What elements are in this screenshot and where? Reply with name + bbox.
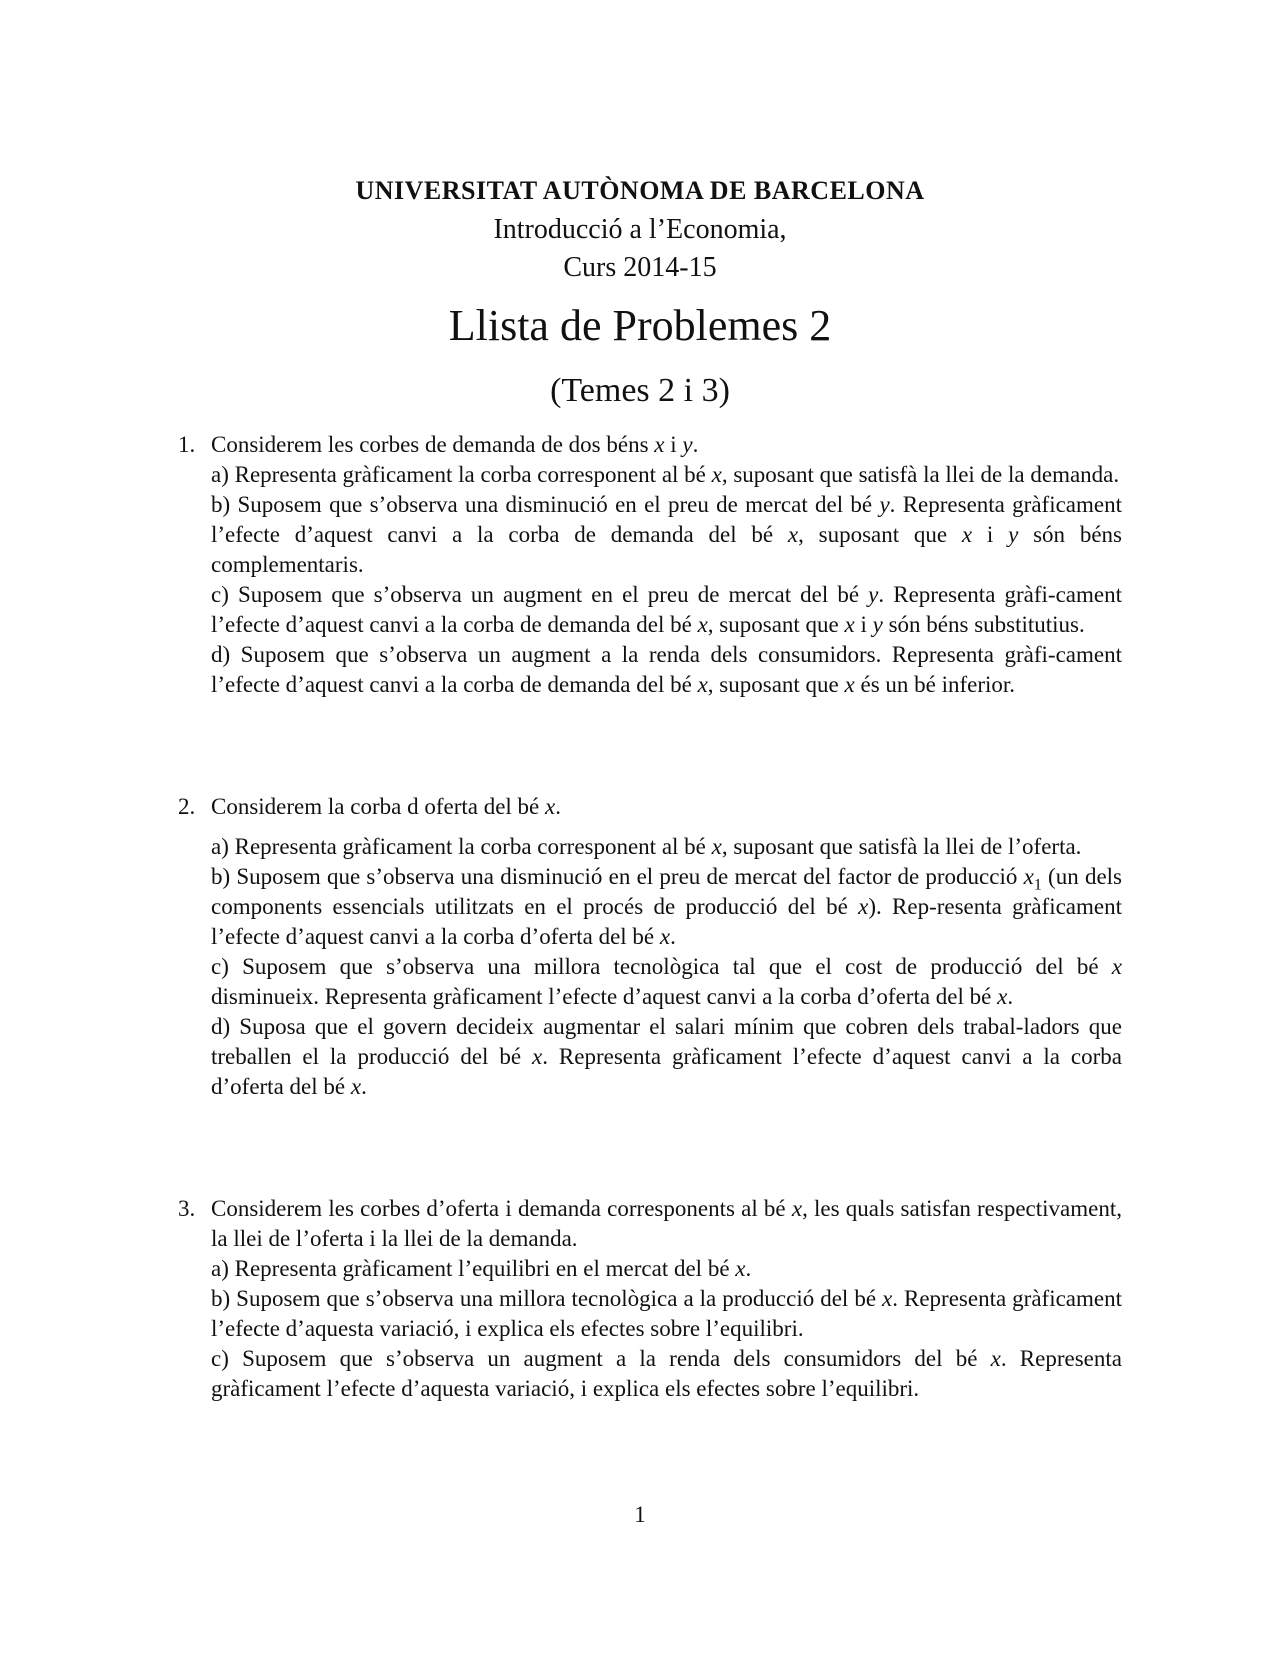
- problem-part-b: [211, 490, 1122, 580]
- math-var: x: [350, 1074, 362, 1099]
- math-var: x: [858, 894, 869, 919]
- math-var: x: [654, 432, 665, 457]
- math-var: x: [990, 1346, 1001, 1371]
- university-name: UNIVERSITAT AUTÒNOMA DE BARCELONA: [355, 176, 925, 205]
- text-run: c) Suposem que s’observa un augment en el preu de mercat del bé: [211, 582, 869, 607]
- text-run: b) Suposem que s’observa una disminució en el preu de mercat del factor de producció: [211, 864, 1024, 889]
- text-run: a) Representa gràficament la corba corresponent al bé: [211, 462, 712, 487]
- math-var: x: [844, 612, 855, 637]
- text-run: c) Suposem que s’observa un augment a la renda dels consumidors del bé: [211, 1346, 991, 1371]
- math-var: x: [882, 1286, 893, 1311]
- text-run: (un dels components essencials utilitzats en el procés de producció del bé: [211, 864, 1122, 919]
- text-run: són béns substitutius.: [882, 612, 1085, 637]
- problem-1: [178, 430, 1122, 700]
- text-run: .: [1007, 984, 1014, 1009]
- problem-part-c: [211, 952, 1122, 1012]
- text-run: disminueix. Representa gràficament l’efecte d’aquest canvi a la corba d’oferta del bé: [211, 984, 998, 1009]
- math-var: x: [697, 612, 708, 637]
- problem-part-c: [211, 1344, 1122, 1404]
- document-title: Llista de Problemes 2: [448, 301, 832, 350]
- math-var: x: [997, 984, 1008, 1009]
- math-var: x: [659, 924, 671, 949]
- text-run: d) Suposa que el govern decideix augmentar el salari mínim que cobren dels trabal-ladors que treballen el la producció del bé: [211, 1014, 1122, 1069]
- text-run: .: [670, 924, 676, 949]
- text-run: . Representa gràficament l’efecte d’aquesta variació, i explica els efectes sobre l’equilibri.: [211, 1286, 1122, 1341]
- text-run: i: [854, 612, 873, 637]
- problem-part-a: [211, 1254, 1122, 1284]
- text-run: . Representa gràficament l’efecte d’aquesta variació, i explica els efectes sobre l’equilibri.: [211, 1346, 1122, 1401]
- text-run: . Representa gràficament l’efecte d’aquest canvi a la corba de demanda del bé: [211, 492, 1123, 547]
- text-run: , suposant que: [798, 522, 962, 547]
- math-var: y: [872, 612, 883, 637]
- text-run: a) Representa gràficament la corba corresponent al bé: [211, 834, 712, 859]
- text-run: b) Suposem que s’observa una disminució en el preu de mercat del bé: [211, 492, 880, 517]
- math-var: x: [1111, 954, 1122, 979]
- math-var: x: [791, 1196, 803, 1221]
- math-var: x: [545, 794, 556, 819]
- text-run: .: [692, 432, 699, 457]
- problem-number: 1.: [178, 432, 196, 457]
- math-var: y: [1008, 522, 1019, 547]
- text-run: , les quals satisfan respectivament, la llei de l’oferta i la llei de la demanda.: [211, 1196, 1122, 1251]
- problem-part-b: [211, 1284, 1122, 1344]
- math-var: x: [1023, 864, 1034, 889]
- problem-3: [178, 1194, 1122, 1404]
- math-var: x: [961, 522, 973, 547]
- text-run: , suposant que: [707, 672, 845, 697]
- text-run: .: [745, 1256, 752, 1281]
- math-var: x: [735, 1256, 746, 1281]
- problem-part-d: [211, 1012, 1122, 1102]
- text-run: . Representa gràfi-cament l’efecte d’aquest canvi a la corba de demanda del bé: [211, 582, 1122, 637]
- math-var: x: [787, 522, 799, 547]
- math-var: x: [697, 672, 708, 697]
- problem-number: 2.: [178, 794, 196, 819]
- math-var: y: [682, 432, 693, 457]
- math-var: y: [868, 582, 879, 607]
- math-var: x: [711, 834, 722, 859]
- text-run: i: [664, 432, 683, 457]
- text-run: d) Suposem que s’observa un augment a la renda dels consumidors. Representa gràfi-cament l’efecte d’aquest canvi a la corba de demanda del bé: [211, 642, 1122, 697]
- problem-intro: [211, 430, 1122, 460]
- problem-part-b: [211, 862, 1122, 952]
- math-var: x: [532, 1044, 543, 1069]
- problem-2: [178, 792, 1122, 1102]
- math-var: x: [711, 462, 722, 487]
- text-run: són béns complementaris.: [211, 522, 1122, 577]
- text-run: és un bé inferior.: [854, 672, 1016, 697]
- text-run: Considerem les corbes de demanda de dos béns: [211, 432, 655, 457]
- text-run: i: [972, 522, 1009, 547]
- math-var: x: [844, 672, 855, 697]
- course-name: Introducció a l’Economia,: [493, 214, 787, 245]
- text-run: , suposant que satisfà la llei de l’oferta.: [721, 834, 1082, 859]
- problem-intro: [211, 1194, 1122, 1254]
- math-var: y: [879, 492, 890, 517]
- text-run: , suposant que: [707, 612, 845, 637]
- text-run: .: [555, 794, 561, 819]
- problem-number: 3.: [178, 1196, 196, 1221]
- text-run: Considerem la corba d oferta del bé: [211, 794, 546, 819]
- problem-part-a: [211, 832, 1122, 862]
- text-run: ). Rep-resenta gràficament l’efecte d’aquest canvi a la corba d’oferta del bé: [211, 894, 1122, 949]
- page-number: 1: [634, 1502, 646, 1527]
- text-run: . Representa gràficament l’efecte d’aquest canvi a la corba d’oferta del bé: [211, 1044, 1122, 1099]
- problem-part-c: [211, 580, 1122, 640]
- academic-year: Curs 2014-15: [563, 252, 717, 283]
- text-run: .: [361, 1074, 367, 1099]
- text-run: Considerem les corbes d’oferta i demanda corresponents al bé: [211, 1196, 792, 1221]
- math-subscript: 1: [1033, 876, 1042, 894]
- text-run: c) Suposem que s’observa una millora tecnològica tal que el cost de producció del bé: [211, 954, 1112, 979]
- text-run: a) Representa gràficament l’equilibri en el mercat del bé: [211, 1256, 736, 1281]
- text-run: b) Suposem que s’observa una millora tecnològica a la producció del bé: [211, 1286, 883, 1311]
- text-run: , suposant que satisfà la llei de la demanda.: [721, 462, 1120, 487]
- problem-part-a: [211, 460, 1122, 490]
- problem-intro: [211, 792, 1122, 822]
- problem-part-d: [211, 640, 1122, 700]
- document-subtitle: (Temes 2 i 3): [550, 372, 730, 409]
